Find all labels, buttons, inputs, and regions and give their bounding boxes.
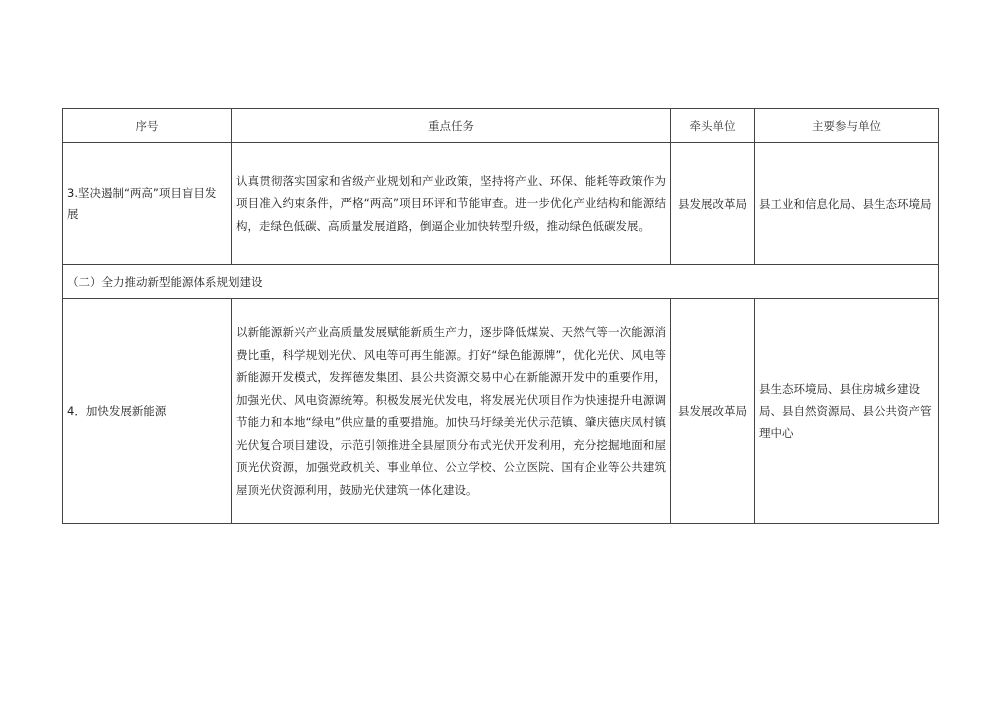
- row-lead: 县发展改革局: [671, 143, 755, 265]
- section-row: [63, 265, 939, 299]
- row-seq: 3.坚决遏制“两高”项目盲目发展: [63, 143, 232, 265]
- section-title: （二）全力推动新型能源体系规划建设: [63, 265, 939, 299]
- row-participants: 县工业和信息化局、县生态环境局: [755, 143, 939, 265]
- row-task: 以新能源新兴产业高质量发展赋能新质生产力，逐步降低煤炭、天然气等一次能源消费比重，科学规划光伏、风电等可再生能源。打好“绿色能源牌”，优化光伏、风电等新能源开发模式，发挥德发集团、县公共资源交易中心在新能源开发中的重要作用，加强光伏、风电资源统筹。积极发展光伏发电，将发展光伏项目作为快速提升电源调节能力和本地“绿电”供应量的重要措施。加快马圩绿美光伏示范镇、肇庆德庆凤村镇光伏复合项目建设，示范引领推进全县屋顶分布式光伏开发利用，充分挖掘地面和屋顶光伏资源，加强党政机关、事业单位、公立学校、公立医院、国有企业等公共建筑屋顶光伏资源利用，鼓励光伏建筑一体化建设。: [232, 299, 671, 524]
- row-lead: 县发展改革局: [671, 299, 755, 524]
- table-header-row: [63, 109, 939, 143]
- table-row: [63, 299, 939, 524]
- row-task: 认真贯彻落实国家和省级产业规划和产业政策，坚持将产业、环保、能耗等政策作为项目准入约束条件，严格“两高”项目环评和节能审查。进一步优化产业结构和能源结构，走绿色低碳、高质量发展道路，倒逼企业加快转型升级，推动绿色低碳发展。: [232, 143, 671, 265]
- table-row: [63, 143, 939, 265]
- header-participants: 主要参与单位: [755, 109, 939, 143]
- row-seq: 4．加快发展新能源: [63, 299, 232, 524]
- header-seq: 序号: [63, 109, 232, 143]
- key-tasks-table: [62, 108, 939, 524]
- header-task: 重点任务: [232, 109, 671, 143]
- header-lead: 牵头单位: [671, 109, 755, 143]
- row-participants: 县生态环境局、县住房城乡建设局、县自然资源局、县公共资产管理中心: [755, 299, 939, 524]
